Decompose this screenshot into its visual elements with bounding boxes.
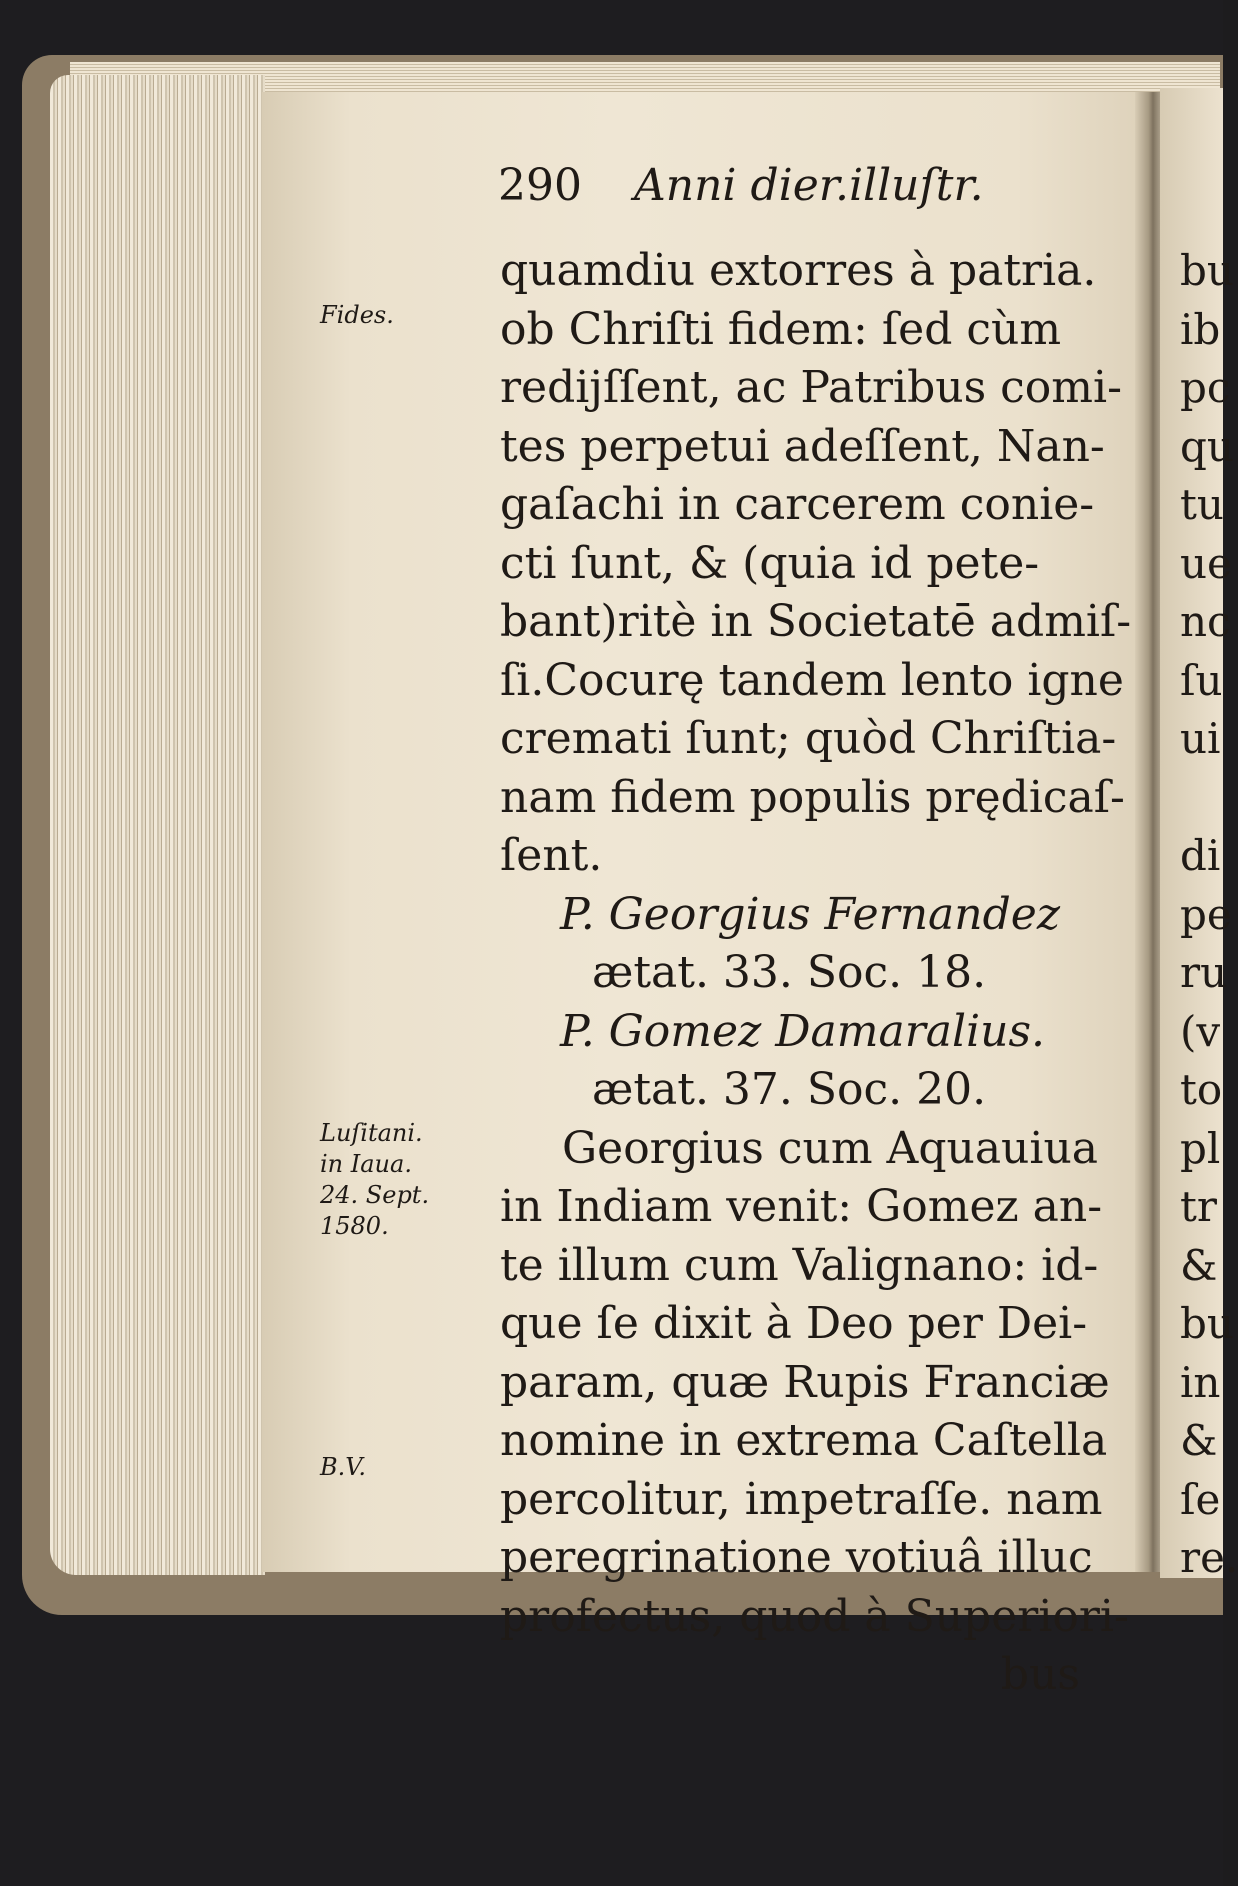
text-line: percolitur, impetraſſe. nam: [500, 1473, 1103, 1525]
marginal-line: Luſitani.: [320, 1119, 423, 1147]
fragment: tr: [1180, 1182, 1217, 1231]
fragment: nc: [1180, 597, 1231, 646]
text-line: Georgius cum Aquauiua: [562, 1122, 1099, 1174]
text-line: ſi.Cocurę tandem lento igne: [500, 654, 1124, 706]
entry-name: P. Gomez Damaralius.: [560, 1005, 1046, 1057]
marginal-line: 24. Sept.: [320, 1181, 430, 1209]
fragment: ſu: [1180, 655, 1223, 705]
fragment: pl: [1180, 1123, 1221, 1173]
running-header: [498, 160, 984, 211]
text-line: redijſſent, ac Patribus comi-: [500, 362, 1122, 413]
text-line: que ſe dixit à Deo per Dei-: [500, 1298, 1088, 1349]
facing-page-fragments: [1180, 242, 1238, 1588]
text-line: profectus, quod à Superiori-: [500, 1590, 1129, 1642]
entry-name: P. Georgius Fernandez: [560, 888, 1061, 940]
entry-age: ætat. 33. Soc. 18.: [592, 947, 987, 998]
fragment: pe: [1180, 889, 1232, 939]
entry-age: ætat. 37. Soc. 20.: [592, 1064, 987, 1115]
page-number: 290: [498, 160, 582, 211]
text-line: quamdiu extorres à patria.: [500, 245, 1097, 296]
fragment: bu: [1180, 1299, 1234, 1348]
marginal-note-fides: Fides.: [320, 301, 394, 329]
fragment: [1180, 769, 1238, 828]
fragment: (v: [1180, 1006, 1221, 1056]
text-line: nam fidem populis prędicaſ-: [500, 771, 1125, 823]
text-line: ob Chriſti fidem: ſed cùm: [500, 303, 1062, 355]
text-line: ſent.: [500, 830, 603, 881]
text-line: bant)ritè in Societatē admiſ-: [500, 596, 1132, 647]
fragment: to: [1180, 1065, 1223, 1114]
fragment: in: [1180, 1357, 1221, 1407]
running-title: Anni dier.illuſtr.: [633, 160, 984, 211]
marginal-note-bv: B.V.: [320, 1453, 367, 1481]
fragment: ui: [1180, 714, 1221, 763]
fragment: ru: [1180, 948, 1228, 997]
text-line: param, quæ Rupis Franciæ: [500, 1356, 1110, 1408]
text-line: nomine in extrema Caſtella: [500, 1415, 1108, 1466]
fragment: ib: [1180, 304, 1221, 354]
fragment: ue: [1180, 538, 1232, 588]
text-line: cti ſunt, & (quia id pete-: [500, 537, 1040, 589]
text-line: te illum cum Valignano: id-: [500, 1239, 1099, 1291]
fragment: ſe: [1180, 1474, 1221, 1524]
fragment: bu: [1180, 246, 1234, 295]
fragment: di: [1180, 831, 1221, 880]
catchword: bus: [1000, 1649, 1080, 1700]
text-line: cremati ſunt; quòd Chriſtia-: [500, 713, 1117, 764]
fragment: &: [1180, 1240, 1218, 1290]
text-line: tes perpetui adeſſent, Nan-: [500, 420, 1105, 472]
marginal-note-place: [320, 1118, 429, 1242]
body-text: [500, 242, 1130, 1705]
text-line: peregrinatione votiuâ illuc: [500, 1532, 1093, 1583]
fragment: pc: [1180, 363, 1231, 412]
page-edges-side: [50, 75, 265, 1575]
text-line: gaſachi in carcerem conie-: [500, 479, 1095, 530]
marginal-line: in Iaua.: [320, 1150, 412, 1178]
text-line: in Indiam venit: Gomez an-: [500, 1181, 1103, 1232]
fragment: &: [1180, 1416, 1218, 1465]
fragment: re.: [1180, 1533, 1238, 1582]
marginal-line: 1580.: [320, 1212, 389, 1240]
fragment: qu: [1180, 421, 1234, 471]
fragment: tu: [1180, 480, 1224, 529]
